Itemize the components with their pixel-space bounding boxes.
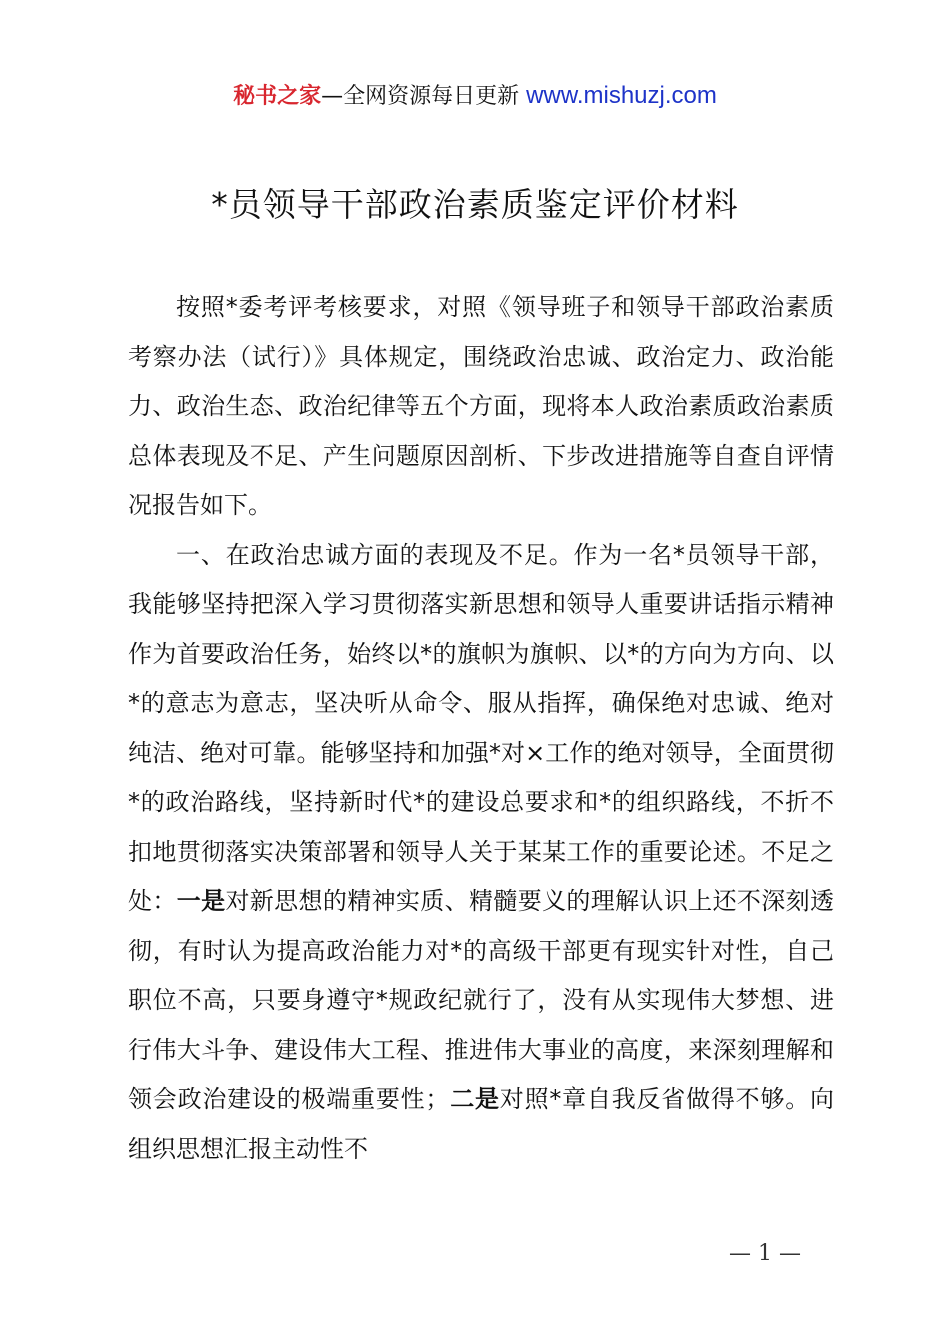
paragraph-intro: 按照*委考评考核要求，对照《领导班子和领导干部政治素质考察办法（试行）》具体规定，围绕政治忠诚、政治定力、政治能力、政治生态、政治纪律等五个方面，现将本人政治素质政治素质总体表现及不足、产生问题原因剖析、下步改进措施等自查自评情况报告如下。	[128, 293, 834, 519]
site-url-link[interactable]: www.mishuzj.com	[526, 82, 717, 109]
page-number: — 1 —	[729, 1241, 801, 1266]
paragraph-political-loyalty	[128, 531, 834, 1175]
list-marker-second: 二是	[449, 1085, 500, 1113]
site-brand: 秘书之家	[233, 84, 322, 109]
paragraph-text: 对照*章自我反省做得不够。向组织思想汇报主动性不	[128, 1085, 835, 1163]
paragraph-text: 一、在政治忠诚方面的表现及不足。作为一名*员领导干部，我能够坚持把深入学习贯彻落实新思想和领导人重要讲话指示精神作为首要政治任务，始终以*的旗帜为旗帜、以*的方向为方向、以*的意志为意志，坚决听从命令、服从指挥，确保绝对忠诚、绝对纯洁、绝对可靠。能够坚持和加强*对×工作的绝对领导，全面贯彻*的政治路线，坚持新时代*的建设总要求和*的组织路线，不折不扣地贯彻落实决策部署和领导人关于某某工作的重要论述。不足之处：	[128, 540, 834, 915]
list-marker-first: 一是	[176, 887, 226, 915]
document-body	[128, 283, 834, 1174]
document-title: *员领导干部政治素质鉴定评价材料	[211, 185, 739, 224]
paragraph-text: 对新思想的精神实质、精髓要义的理解认识上还不深刻透彻，有时认为提高政治能力对*的高级干部更有现实针对性，自己职位不高，只要身遵守*规政纪就行了，没有从实现伟大梦想、进行伟大斗争、建设伟大工程、推进伟大事业的高度，来深刻理解和领会政治建设的极端重要性；	[128, 887, 835, 1113]
site-header	[0, 78, 950, 115]
site-slogan: —全网资源每日更新	[321, 84, 527, 109]
